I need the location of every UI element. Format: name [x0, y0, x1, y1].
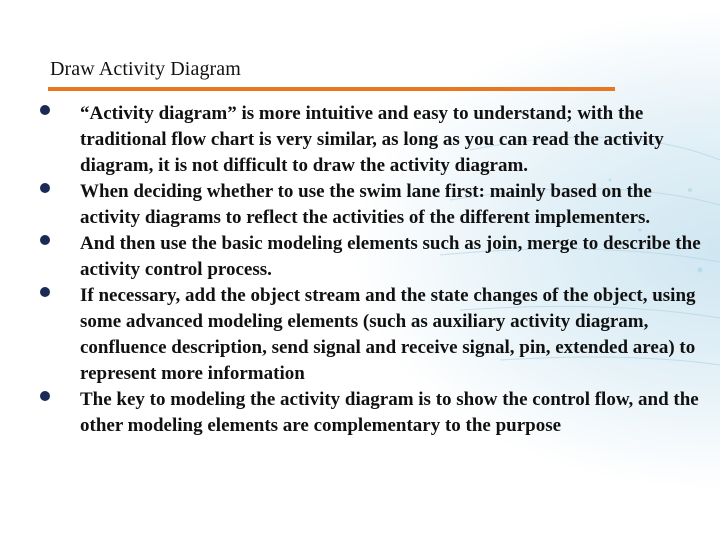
bullet-item — [40, 101, 712, 179]
bullet-item — [40, 231, 712, 283]
bullet-item — [40, 283, 712, 387]
bullet-text: When deciding whether to use the swim lane first: mainly based on the activity diagrams to reflect the activities of the different implementers. — [80, 181, 652, 228]
bullet-text: The key to modeling the activity diagram is to show the control flow, and the other modeling elements are complementary to the purpose — [80, 389, 699, 436]
bullet-text: If necessary, add the object stream and the state changes of the object, using some advanced modeling elements (such as auxiliary activity diagram, confluence description, send signal and receive signal, pin, extended area) to represent more information — [80, 285, 696, 384]
bullet-dot-icon — [40, 183, 50, 193]
bullet-text: And then use the basic modeling elements such as join, merge to describe the activity control process. — [80, 233, 701, 280]
bullet-dot-icon — [40, 391, 50, 401]
title-underline — [48, 87, 615, 91]
bullet-dot-icon — [40, 287, 50, 297]
bullet-item — [40, 387, 712, 439]
bullet-item — [40, 179, 712, 231]
bullet-list — [40, 101, 712, 439]
bullet-dot-icon — [40, 105, 50, 115]
slide-title: Draw Activity Diagram — [50, 58, 241, 80]
bullet-text: “Activity diagram” is more intuitive and easy to understand; with the traditional flow chart is very similar, as long as you can read the activity diagram, it is not difficult to draw the activity diagram. — [80, 103, 664, 176]
bullet-dot-icon — [40, 235, 50, 245]
